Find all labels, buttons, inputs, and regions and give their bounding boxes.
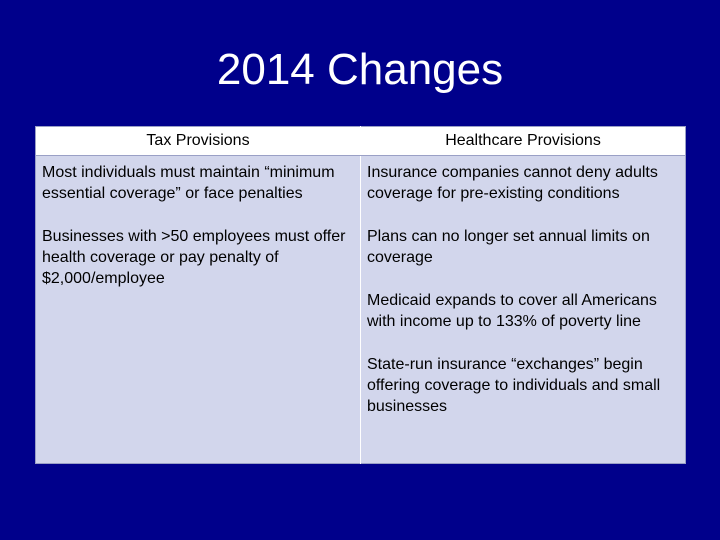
healthcare-provision-item: Plans can no longer set annual limits on coverage bbox=[367, 228, 650, 266]
healthcare-provision-item: Insurance companies cannot deny adults coverage for pre-existing conditions bbox=[367, 164, 658, 202]
healthcare-provision-item: State-run insurance “exchanges” begin offering coverage to individuals and small businesses bbox=[367, 356, 661, 415]
healthcare-provision-item: Medicaid expands to cover all Americans with income up to 133% of poverty line bbox=[367, 292, 657, 330]
healthcare-provisions-column bbox=[361, 156, 686, 464]
provisions-table bbox=[35, 126, 686, 464]
tax-provision-item: Businesses with >50 employees must offer health coverage or pay penalty of $2,000/employee bbox=[42, 228, 346, 287]
tax-provision-item: Most individuals must maintain “minimum essential coverage” or face penalties bbox=[42, 164, 335, 202]
healthcare-provisions-header: Healthcare Provisions bbox=[361, 127, 686, 156]
table-body-row bbox=[36, 156, 686, 464]
slide-title: 2014 Changes bbox=[216, 45, 504, 94]
tax-provisions-column bbox=[36, 156, 361, 464]
table-header-row bbox=[36, 127, 686, 156]
tax-provisions-header: Tax Provisions bbox=[36, 127, 361, 156]
